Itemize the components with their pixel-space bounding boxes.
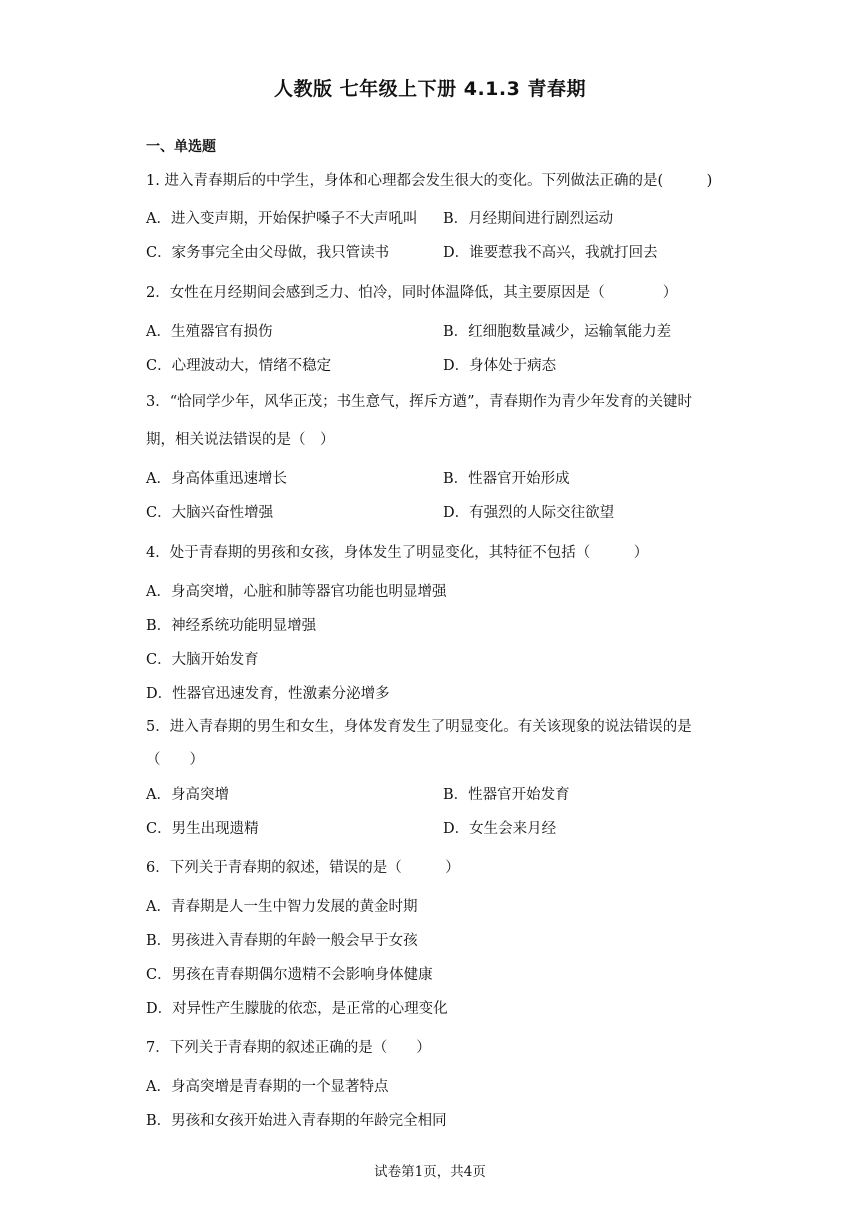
question-2-stem: 2．女性在月经期间会感到乏力、怕冷，同时体温降低，其主要原因是（ ）	[146, 285, 678, 301]
question-6-option-c: C．男孩在青春期偶尔遗精不会影响身体健康	[146, 967, 433, 983]
question-3-stem-line-1: 3．“恰同学少年，风华正茂；书生意气，挥斥方遒”，青春期作为青少年发育的关键时	[146, 394, 693, 410]
question-5-stem-line-2: （ ）	[146, 752, 204, 768]
question-2-option-b: B．红细胞数量减少，运输氧能力差	[443, 324, 672, 340]
question-6-option-b: B．男孩进入青春期的年龄一般会早于女孩	[146, 933, 418, 949]
question-1-option-d: D．谁要惹我不高兴，我就打回去	[443, 245, 658, 261]
question-3-stem-line-2: 期，相关说法错误的是（ ）	[146, 432, 335, 448]
question-7-option-b: B．男孩和女孩开始进入青春期的年龄完全相同	[146, 1113, 447, 1129]
question-7-stem: 7．下列关于青春期的叙述正确的是（ ）	[146, 1040, 431, 1056]
question-5-option-d: D．女生会来月经	[443, 821, 557, 837]
question-5-option-b: B．性器官开始发育	[443, 787, 570, 803]
question-1-option-b: B．月经期间进行剧烈运动	[443, 211, 614, 227]
question-4-stem: 4．处于青春期的男孩和女孩，身体发生了明显变化，其特征不包括（ ）	[146, 545, 649, 561]
question-4-option-d: D．性器官迅速发育，性激素分泌增多	[146, 686, 390, 702]
question-7-option-a: A．身高突增是青春期的一个显著特点	[146, 1079, 389, 1095]
page-footer: 试卷第1页，共4页	[374, 1164, 486, 1180]
question-2-option-d: D．身体处于病态	[443, 358, 557, 374]
question-3-option-d: D．有强烈的人际交往欲望	[443, 505, 615, 521]
question-4-option-b: B．神经系统功能明显增强	[146, 618, 317, 634]
question-3-option-a: A．身高体重迅速增长	[146, 471, 287, 487]
page-title: 人教版 七年级上下册 4.1.3 青春期	[274, 78, 586, 100]
question-4-option-a: A．身高突增，心脏和肺等器官功能也明显增强	[146, 584, 447, 600]
question-2-option-a: A．生殖器官有损伤	[146, 324, 273, 340]
question-1-option-a: A．进入变声期，开始保护嗓子不大声吼叫	[146, 211, 418, 227]
question-3-option-b: B．性器官开始形成	[443, 471, 570, 487]
question-5-option-a: A．身高突增	[146, 787, 229, 803]
question-6-option-a: A．青春期是人一生中智力发展的黄金时期	[146, 899, 418, 915]
question-6-option-d: D．对异性产生朦胧的依恋，是正常的心理变化	[146, 1001, 448, 1017]
question-5-stem-line-1: 5．进入青春期的男生和女生，身体发育发生了明显变化。有关该现象的说法错误的是	[146, 719, 692, 735]
question-5-option-c: C．男生出现遗精	[146, 821, 259, 837]
question-3-option-c: C．大脑兴奋性增强	[146, 505, 274, 521]
question-6-stem: 6．下列关于青春期的叙述，错误的是（ ）	[146, 860, 460, 876]
section-heading: 一、单选题	[146, 139, 216, 155]
question-1-option-c: C．家务事完全由父母做，我只管读书	[146, 245, 390, 261]
question-2-option-c: C．心理波动大，情绪不稳定	[146, 358, 332, 374]
question-1-stem: 1. 进入青春期后的中学生，身体和心理都会发生很大的变化。下列做法正确的是( )	[146, 173, 713, 189]
question-4-option-c: C．大脑开始发育	[146, 652, 259, 668]
